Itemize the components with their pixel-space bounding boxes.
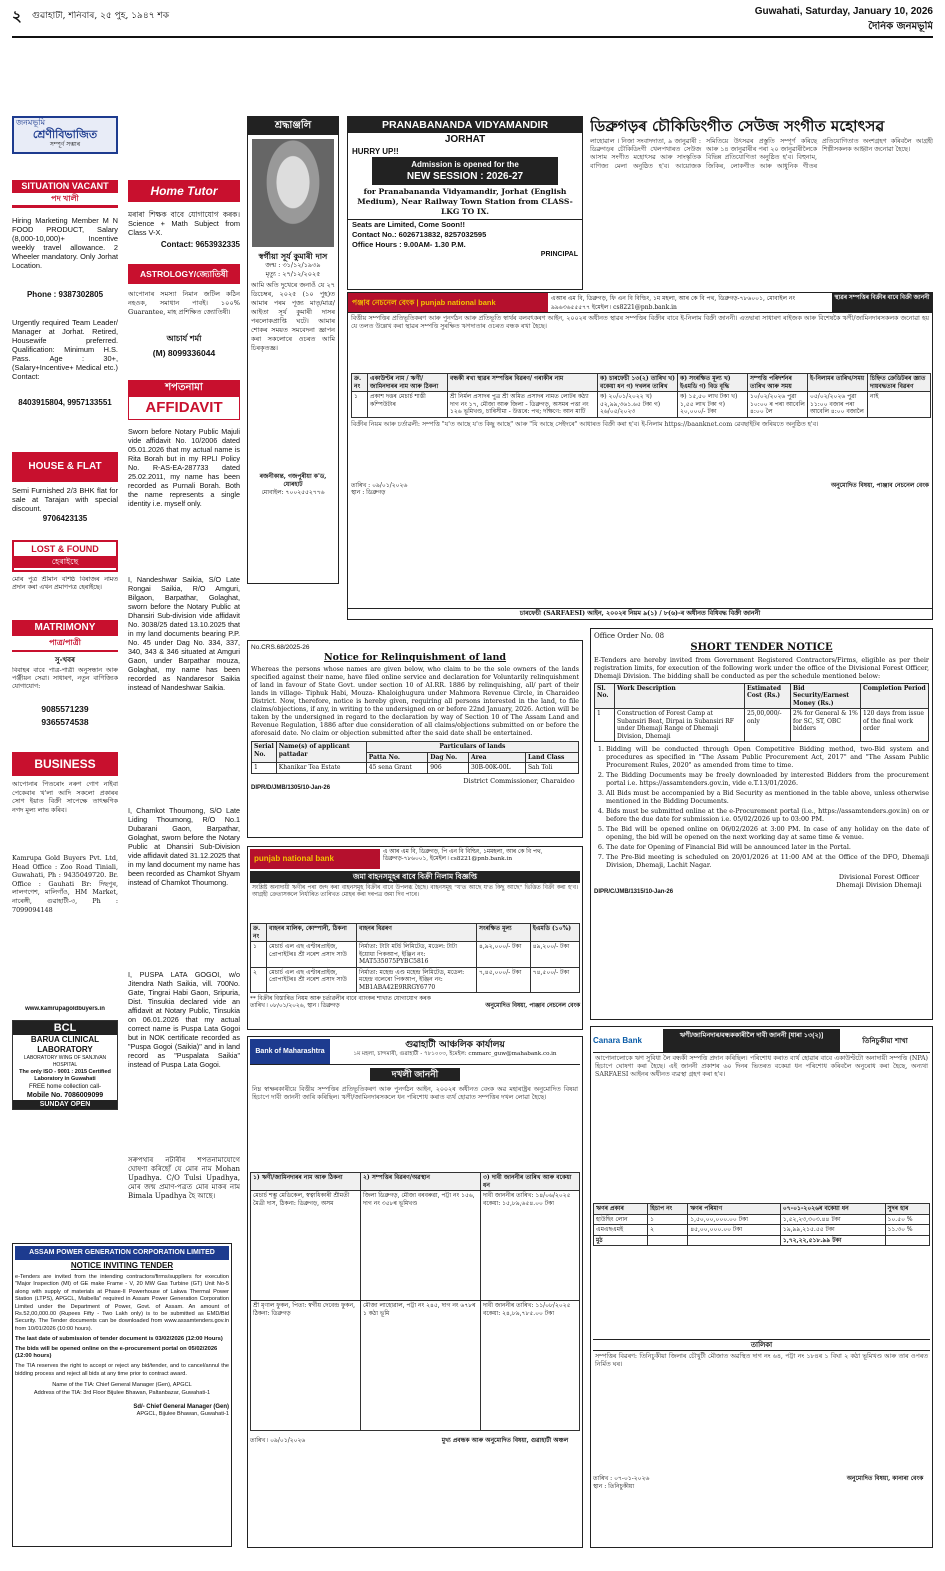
relinquish-td: 906 bbox=[428, 763, 469, 774]
tender-point: 5. The Bid will be opened online on 06/02/2026 at 3:00 PM. In case of any holiday on the date of opening, the bid will be opened on the next working day at same time & venue. bbox=[606, 825, 929, 841]
canara-td: মুঠ bbox=[594, 1235, 648, 1246]
table-row bbox=[251, 942, 580, 968]
pnb2-th: বাহনৰ বিৱৰণ bbox=[357, 924, 477, 942]
table-row bbox=[595, 709, 929, 742]
table-row bbox=[352, 392, 931, 418]
boma-possession-notice bbox=[247, 1036, 583, 1548]
pnb-property-table bbox=[351, 373, 931, 418]
festival-text: লাহোৱাল । নিজা সংবাদদাতা, ৯ জানুৱাৰী : ডিব্ৰুগড়ৰ চৌকিডিংগী খেলপথাৰত সেউজ আসাম সংগীত মহোৎসৱ আৰু সাংস্কৃতিক বাণিজ্য মেলা অনুষ্ঠিত হ'ব। আয়োজক সমিতিয়ে উৎসৱৰ প্ৰস্তুতি সম্পূৰ্ণ কৰিছে আৰু ১৪ জানুৱাৰীৰ পৰা ২০ জানুৱাৰীলৈকে বিভিন্ন প্ৰতিযোগিতা অনুষ্ঠিত হ'ব। বিহুনাম, জিকিৰ, লোকগীত আৰু আধুনিক গীতৰ প্ৰতিযোগিতাত অংশগ্ৰহণ কৰিবলৈ আগ্ৰহী শিল্পীসকলক আহ্বান জনোৱা হৈছে। bbox=[590, 138, 933, 170]
obituary-name: স্বৰ্গীয়া সূৰ্য কুমাৰী দাস bbox=[258, 251, 328, 261]
relinquishment-code: DIPR/D/JMB/1305/10-Jan-26 bbox=[251, 784, 331, 791]
obituary-phone: মোবাইল: ৭০০২৫৫২৭৭৬ bbox=[261, 489, 325, 496]
matrimony-heading: MATRIMONY পাত্ৰ/পাত্ৰী bbox=[12, 620, 118, 652]
pnb-th: ই-নিলামৰ তাৰিখ/সময় bbox=[808, 374, 868, 392]
pnb-footer: চাৰফেচী (SARFAESI) আইন, ২০০২ৰ নিয়ম ৯(১) / ৮(৬)-ৰ অধীনত বিধিবদ্ধ বিক্ৰী জাননী bbox=[348, 608, 932, 619]
pnb-th: ক্ৰ. নং bbox=[352, 374, 368, 392]
tender-td: 25,00,000/- only bbox=[745, 709, 791, 742]
pranabananda-details: for Pranabananda Vidyamandir, Jorhat (English Medium), Near Railway Town Station from CLASS-LKG TO IX. bbox=[357, 187, 573, 216]
pnb-rules: বিক্ৰীৰ নিয়ম আৰু চৰ্তাৱলী: সম্পত্তি "য'ত আছে য'ত কিছু আছে" আৰু "যি আছে সেইদৰে" আধাৰত বিক্ৰী কৰা হ'ব। ই-নিলাম https://baanknet.com ৱেবছাইটৰ জৰিয়তে অনুষ্ঠিত হ'ব। bbox=[351, 420, 819, 428]
canara-td: ১,৫০,০০,০০০.০০ টকা bbox=[688, 1214, 781, 1225]
pnb-th: ক) চাৰফেচী ১৩(২) তাৰিখ খ) বকেয়া ধন গ) দখলৰ তাৰিখ bbox=[598, 374, 678, 392]
boma-td: শ্ৰী মৃণাল ফুকন, পিতা: স্বৰ্গীয় দেবেন্দ্ৰ ফুকন, ঠিকনা: ডিব্ৰুগড় bbox=[251, 1301, 361, 1431]
job-ad-1: Hiring Marketing Member M N FOOD PRODUCT, Salary (8,000-10,000)+ Incentive weekly travel allowance. 2 Wheeler mandatory. Only Jorhat Location. bbox=[12, 216, 118, 270]
header-rule bbox=[12, 36, 933, 38]
header-left-date: গুৱাহাটী, শনিবাৰ, ২৫ পুহ, ১৯৪৭ শক bbox=[32, 11, 170, 21]
canara-th: সুদৰ হাৰ bbox=[885, 1204, 929, 1215]
obituary-text: আমি অতি দুখেৰে জনাওঁ যে ২৭ ডিচেম্বৰ, ২০২৫ (১০ পুহ)ত আমাৰ পৰম পূজ্য মাতৃ/মাত্ৰ/আইতা সূৰ্য কুমাৰী দাসৰ পৰলোকপ্ৰাপ্তি ঘটে। আমাৰ শোকৰ সময়ত সমবেদনা জ্ঞাপন কৰা সকলোৰে ওচৰত আমি চিৰকৃতজ্ঞ। bbox=[251, 281, 335, 352]
boma-address: ১ম মহলা, চান্দমাৰী, গুৱাহাটী - ৭৮১০০৩, ইমেইল: cmmarc_guw@mahabank.co.in bbox=[353, 1051, 557, 1057]
affidavit-heading: শপতনামা AFFIDAVIT bbox=[128, 380, 240, 420]
affidavit-notice-4: I, PUSPA LATA GOGOI, w/o Jitendra Nath Saikia, vill. 700No. Gate, Tingrai Habi Gaon, Sripuria, Dist. Tinsukia declared vide an affidavit at Notary Public, Tinsukia on 06.01.2026 that my actual correct name is Puspa Lata Gogoi but in NOK certificate recorded as "Puspa Gogoi (Saikia)" and in land record as "Puspalata Saikia" instead of Puspa Lata Gogoi. bbox=[128, 970, 240, 1069]
canara-td: ১০.৫০ % bbox=[885, 1214, 929, 1225]
pnb-th: ক) সংৰক্ষিত মূল্য খ) ইএমডি গ) বিড বৃদ্ধি bbox=[678, 374, 748, 392]
pranabananda-place: JORHAT bbox=[444, 134, 486, 145]
classifieds-title: শ্ৰেণীবিভাজিত bbox=[32, 128, 98, 141]
pnb2-td: ৭৪,৫০০/- টকা bbox=[530, 967, 579, 993]
matrimony-phone-1: 9085571239 bbox=[41, 704, 89, 714]
tender-th: Sl. No. bbox=[595, 683, 615, 709]
apgcl-point-2: The bids will be opened online on the e-procurement portal on 05/02/2026 (12:00 hours) bbox=[15, 1345, 218, 1360]
house-ad-phone: 9706423135 bbox=[42, 514, 88, 523]
relinquish-th: Particulars of lands bbox=[366, 742, 578, 753]
canara-body-continued bbox=[593, 1249, 930, 1339]
pnb-vehicle-notice bbox=[247, 846, 583, 1030]
astrology-name: আচাৰ্য শৰ্মা bbox=[166, 333, 202, 343]
affidavit-notice-1: Sworn before Notary Public Majuli vide affidavit No. 10/2006 dated 05.01.2026 that my actual name is Rita Borah but in my RPLI Policy No. R-AS-EA-287733 dated 25.02.2011, my name has been recorded as Purnali Borah. Both the name represents a single identity i.e. myself only. bbox=[128, 427, 240, 508]
canara-loan-table bbox=[593, 1203, 930, 1246]
pnb-address: এআৰ এম বি, ডিব্ৰুগড়, ফি এন বি বিল্ডিং, ১ম মহলা, আৰ কে বি পথ, ডিব্ৰুগড়-৭৮৬০০১, মোবাইল নং ৯৯৬৩৬৫৫৫৭৭ ইমেইল ৷ cs8221@pnb.bank.in bbox=[551, 295, 796, 311]
pnb-td: শ্ৰী নিৰ্মল প্ৰসাদৰ পুত্ৰ শ্ৰী অমিত প্ৰসাদৰ নামত লোটৰ কঠ্যা দাগ নং ১৭, মৌজা আৰু জিলা - ডিব্ৰুগড়, অসমৰ পত্তা নং ১২৬ ভূমিখণ্ড, চাৰিসীমা - উত্তৰে: পথ; দক্ষিণে: আন মাটি bbox=[448, 392, 598, 418]
boma-title: দখলী জাননী bbox=[370, 1068, 460, 1081]
festival-article bbox=[590, 116, 933, 290]
canara-signatory: অনুমোদিত বিষয়া, কানাৰা বেংক bbox=[846, 1475, 924, 1482]
obituary-signed: ৰজনীকান্ত, গজপুৰীয়া ক'ড, যোৰহাট bbox=[259, 473, 327, 488]
boma-table bbox=[250, 1172, 580, 1431]
tender-point: 3. All Bids must be accompanied by a Bid Security as mentioned in the table above, unless otherwise mentioned in the Bidding Documents. bbox=[606, 789, 929, 805]
pranabananda-hurry: HURRY UP!! bbox=[352, 147, 399, 156]
canara-date: তাৰিখ : ০৭-০১-২০২৬ bbox=[593, 1475, 650, 1482]
pnb-th: চিহ্নিত ক্ৰেডিটৰৰ জ্ঞাত দায়বদ্ধতাৰ বিৱৰণ bbox=[868, 374, 931, 392]
home-tutor-heading: Home Tutor bbox=[128, 180, 240, 202]
obituary-birth: জন্ম : ৩১/১২/১৯৩৯ bbox=[265, 261, 321, 269]
canara-td: ১৯,৯৯,২১৫.৫৫ টকা bbox=[780, 1225, 885, 1236]
lost-found-heading: LOST & FOUND হেৰাইছে bbox=[12, 540, 118, 572]
pnb2-title: জমা বাহনসমূহৰ বাবে বিক্ৰী নিলাম বিজ্ঞপ্তি bbox=[250, 871, 580, 883]
job-ad-1-phone: Phone : 9387302805 bbox=[26, 290, 104, 299]
pnb2-th: ক্ৰ. নং bbox=[251, 924, 267, 942]
apgcl-tia-address: Address of the TIA: 3rd Floor Bijulee Bhawan, Paltanbazar, Guwahati-1 bbox=[33, 1389, 211, 1396]
tender-td: Construction of Forest Camp at Subansiri Beat, Dirpai in Subansiri RF under Dhemaji Range of Dhemaji Division, Dhemaji bbox=[615, 709, 745, 742]
bcl-logo: BCL bbox=[13, 1021, 117, 1035]
tender-td: 1 bbox=[595, 709, 615, 742]
pnb-td: ১০/০২/২০২৬ পুৱা ১০:০০ ৰ পৰা আবেলি ৪:০০ লৈ bbox=[748, 392, 808, 418]
canara-title: ঋণী/জামিনদাৰ/বন্ধককাৰীলৈ দাবী জাননী [ধাৰা ১৩(২)] bbox=[663, 1029, 840, 1052]
pnb-td: প্ৰকাশ দত্তৰ মেচাৰ্চ শাস্তী কম্পিউটাৰ bbox=[368, 392, 448, 418]
pranabananda-name: PRANABANANDA VIDYAMANDIR bbox=[348, 117, 582, 133]
apgcl-subtitle: NOTICE INVITING TENDER bbox=[70, 1261, 174, 1270]
obituary-photo bbox=[252, 139, 334, 247]
relinquishment-ref: No.CRS.68/2025-26 bbox=[251, 644, 310, 651]
boma-td: মেচাৰ্চ শম্ভু মেডিকেল, স্বত্বাধিকাৰী শ্ৰীমতী মৈত্ৰী দাস, ঠিকনা: ডিব্ৰুগড়, অসম bbox=[251, 1191, 361, 1301]
astrology-phone: (M) 8099336044 bbox=[152, 348, 216, 358]
pnb2-signatory: অনুমোদিত বিষয়া, পাঞ্জাব নেচনেল বেংক bbox=[485, 1003, 580, 1009]
business-text: আপোনাৰ পিতৰোং নৰুণ গোণ নাইবা পেকেবাৰ খ'লা আদি সকলো প্ৰকাৰৰ সোণ ইয়াত বিক্ৰী সাপেক্ষে তাৎক্ষণিক নগদ মূল্য লাভ কৰিব। bbox=[12, 780, 118, 814]
pnb2-th: সংৰক্ষিত মূল্য bbox=[477, 924, 531, 942]
canara-td bbox=[688, 1235, 781, 1246]
pnb2-td: মেচাৰ্চ এল এছ এণ্টাৰপ্ৰাইজ, প্ৰোপাইটৰঃ শ্ৰী নৰেশ প্ৰসাদ সাউ bbox=[267, 967, 357, 993]
paper-name: দৈনিক জনমভূমি bbox=[868, 21, 933, 32]
relinquish-th: Name(s) of applicant pattadar bbox=[276, 742, 366, 763]
pnb-td: ০৫/০২/২০২৬ পুৱা ১১:০০ বজাৰ পৰা আবেলি ৪:০০ বজালৈ bbox=[808, 392, 868, 418]
relinquish-th: Dag No. bbox=[428, 752, 469, 763]
canara-td: ২ bbox=[648, 1225, 688, 1236]
canara-td bbox=[885, 1235, 929, 1246]
canara-td: হাউছিং লোন bbox=[594, 1214, 648, 1225]
canara-td: এমএছএমই bbox=[594, 1225, 648, 1236]
matrimony-phone-2: 9365574538 bbox=[41, 717, 89, 727]
classifieds-brand: জনমভূমি bbox=[16, 118, 46, 127]
tender-title: SHORT TENDER NOTICE bbox=[690, 641, 833, 653]
pnb2-td: মেচাৰ্চ এল এছ এণ্টাৰপ্ৰাইজ, প্ৰোপাইটৰঃ শ্ৰী নৰেশ প্ৰসাদ সাউ bbox=[267, 942, 357, 968]
pnb2-td: নিৰ্মাতা: টাটা মটৰ্চ লিমিটেড, মডেল: টাটা ইয়োধা পিকআপ, ইঞ্জিন নং: MAT535075PYBC5816 bbox=[357, 942, 477, 968]
relinquish-td: 45 sena Grant bbox=[366, 763, 427, 774]
apgcl-signature: Sd/- Chief General Manager (Gen) bbox=[133, 1404, 229, 1411]
boma-date: তাৰিখ ৷ ০৯/০১/২০২৬ bbox=[250, 1437, 306, 1444]
tender-point: 6. The date for Opening of Financial Bid will be announced later in the Portal. bbox=[606, 843, 929, 851]
bcl-ad: BCL BARUA CLINICAL LABORATORY LABORATORY WING OF SANJIVAN HOSPITAL The only ISO - 9001 : 2015 Certified Laboratory in Guwahati FREE home collection call- Mobile No. 7086009099 SUNDAY OPEN bbox=[12, 1020, 118, 1110]
canara-demand-notice bbox=[590, 1026, 933, 1548]
job-ad-2-phone: 8403915804, 9957133551 bbox=[18, 398, 112, 407]
pranabananda-contact: Contact No.: 6026713832, 8257032595 bbox=[352, 230, 487, 239]
tender-th: Completion Period bbox=[861, 683, 929, 709]
pnb2-td: ২ bbox=[251, 967, 267, 993]
pnb2-address: এ আৰ এম বি, ডিব্ৰুগড়, পি এন বি বিল্ডিং, ১মমহলা, আৰ কে বি পথ, ডিব্ৰুগড়-৭৮৬০০১, ইমেইল ৷ cs8221@pnb.bank.in bbox=[383, 849, 543, 862]
canara-td bbox=[648, 1235, 688, 1246]
obituary-filler bbox=[248, 355, 338, 473]
tender-th: Estimated Cost (Rs.) bbox=[745, 683, 791, 709]
pranabananda-ad bbox=[347, 116, 583, 290]
classifieds-banner bbox=[12, 116, 118, 154]
relinquish-th: Serial No. bbox=[252, 742, 277, 763]
matrimony-text: বিবাহৰ বাবে পাত্ৰ-পাত্ৰী অনুসন্ধান আৰু পঞ্জীয়ন সেৱা। সাধাৰণ, নতুন বাণিজ্যিক যোগাযোগ: bbox=[12, 667, 118, 690]
tender-td: 2% for General & 1% for SC, ST, OBC bidders bbox=[791, 709, 861, 742]
pnb-td: নাই bbox=[868, 392, 931, 418]
tender-point: 1. Bidding will be conducted through Open Competitive Bidding method, two-Bid system and procedures as specified in "The Assam Public Procurement Act, 2017" and "The Assam Public Procurement Rules, 2020" as amended from time to time. bbox=[606, 745, 929, 769]
pnb2-vehicle-table bbox=[250, 923, 580, 993]
tender-table bbox=[594, 683, 929, 743]
tender-office-order: Office Order No. 08 bbox=[594, 632, 665, 640]
tender-td: 120 days from issue of the final work order bbox=[861, 709, 929, 742]
relinquish-th: Area bbox=[468, 752, 525, 763]
situation-vacant-heading: SITUATION VACANT পদ খালী bbox=[12, 180, 118, 208]
pnb2-td: ৭,৪৫,০০০/- টকা bbox=[477, 967, 531, 993]
table-row bbox=[594, 1235, 930, 1246]
pnb2-td: নিৰ্মাতা: মহেন্দ্ৰ এণ্ড মহেন্দ্ৰ লিমিটেড, মডেল: মহেন্দ্ৰ বলেৰো পিকআপ, ইঞ্জিন নং: MB1ABA42E9RRGY6770 bbox=[357, 967, 477, 993]
pnb-th: বন্ধকী ৰখা স্থাৱৰ সম্পত্তিৰ বিৱৰণ/ গৰাকীৰ নাম bbox=[448, 374, 598, 392]
tender-points bbox=[594, 745, 929, 869]
boma-td: মৌজা লাহোৱাল, পট্টা নং ২৪৫, দাগ নং ৬৭৮ৰ ১ কঠা ভূমি bbox=[361, 1301, 481, 1431]
astrology-heading: ASTROLOGY/জ্যোতিষী bbox=[128, 264, 240, 284]
canara-td: ১১.৩০ % bbox=[885, 1225, 929, 1236]
astrology-text: আপোনাৰ সমস্যা নিমান জটিল কঠিন নহওক, সমাধান পাবই। ১০০% Guarantee, মাহ প্ৰশিক্ষিত জ্যোতিষী। bbox=[128, 290, 240, 316]
canara-th: ঋণৰ প্ৰকাৰ bbox=[594, 1204, 648, 1215]
table-row bbox=[251, 1191, 580, 1301]
pnb-body: বিত্তীয় সম্পত্তিৰ প্ৰতিভূতিকৰণ আৰু পুনৰ্গঠন আৰু প্ৰতিভূতি স্বাৰ্থৰ বলবৎকৰণ আইন, ২০০২ৰ অধীনত স্থাৱৰ সম্পত্তিৰ বিক্ৰীৰ বাবে ই-নিলাম বিক্ৰী জাননী। এতদ্বাৰা সাধাৰণ ৰাইজক আৰু বিশেষকৈ ঋণী/জামিনদাৰসকলক জনোৱা হয় যে তলত উল্লেখ কৰা স্থাৱৰ সম্পত্তি সুৰক্ষিত ঋণদাতাৰ ওচৰত বন্ধক ৰখা হৈছে। bbox=[351, 315, 929, 331]
tender-point: 4. Bids must be submitted online at the e-Procurement portal (i.e., https://assamtenders.gov.in) on or before the due date for submission i.e. 05/02/2026 up to 03:00 PM. bbox=[606, 807, 929, 823]
boma-td: দাবী জাননীৰ তাৰিখ: ১৪/০৬/২০২৫ বকেয়া: ১৫,৮৯,৬৫৪.০০ টকা bbox=[481, 1191, 580, 1301]
table-row bbox=[251, 967, 580, 993]
pnb-right-label: স্থাৱৰ সম্পত্তিৰ বিক্ৰীৰ বাবে বিক্ৰী জাননী bbox=[832, 293, 932, 312]
apgcl-tia-name: Name of the TIA: Chief General Manager (Gen), APGCL bbox=[52, 1382, 192, 1389]
pnb-date: তাৰিখ : ০৯/০১/২০২৬ bbox=[351, 481, 408, 489]
table-row bbox=[594, 1214, 930, 1225]
canara-logo: Canara Bank bbox=[593, 1036, 642, 1045]
tender-intro: E-Tenders are hereby invited from Government Registered Contractors/Firms, eligible as per their registration limits, for execution of the following work under the office of the Divisional Forest Officer, Dhemaji Division. The bidding shall be conducted as per the schedule mentioned below: bbox=[594, 655, 929, 680]
boma-td: জিলা ডিব্ৰুগড়, মৌজা বৰবৰুৱা, পট্টা নং ১৫৬, দাগ নং ৩৫৮ৰ ভূমিখণ্ড bbox=[361, 1191, 481, 1301]
canara-body: আপোনালোকে ঋণ সুবিধা লৈ বন্ধকী সম্পত্তি প্ৰদান কৰিছিল। পৰিশোধ কৰাত ব্যৰ্থ হোৱাৰ বাবে একাউণ্টটো অনাদায়ী সম্পত্তি (NPA) হিচাপে ঘোষণা কৰা হৈছে। এই জাননী প্ৰকাশৰ ৬০ দিনৰ ভিতৰত বকেয়া ধন পৰিশোধ কৰিবলৈ অনুৰোধ কৰা হৈছে, অন্যথা SARFAESI আইনৰ অধীনত ব্যৱস্থা গ্ৰহণ কৰা হ'ব। bbox=[595, 1055, 928, 1079]
apgcl-note: The TIA reserves the right to accept or reject any bid/tender, and to cancel/annul the bidding process and reject all bids at any time prior to contract award. bbox=[15, 1363, 229, 1377]
tender-code: DIPR/C/JMB/1315/10-Jan-26 bbox=[594, 889, 674, 896]
tender-point: 7. The Pre-Bid meeting is scheduled on 20/01/2026 at 11:00 AM at the Office of the DFO, Dhemaji Division, Dhemaji, Lachit Nagar. bbox=[606, 853, 929, 869]
table-row bbox=[251, 1301, 580, 1431]
apgcl-body: e-Tenders are invited from the intending contractors/firms/suppliers for execution "Major Inspection (MI) of GE make Frame - V, 20 MW Gas Turbine (GT) Unit No-5 along with supply of materials at Phase-II Powerhouse of Lakwa Thermal Power Station (LTPS), APGCL, Maibella" required in Assam Power Generation Corporation Limited under the Department of Power, Govt. of Assam. An amount of Rs.52,00,000.00 (Rupees Fifty - Two Lakh only) is to be submitted as EMD/Bid Security. The Tender documents can be downloaded from www.assamtenders.gov.in from 10/01/2026 (10:00 hours). bbox=[15, 1274, 229, 1332]
canara-td: ১,৫২,২৩,৩০৩.৪৪ টকা bbox=[780, 1214, 885, 1225]
boma-signatory: মুখ্য প্ৰবন্ধক আৰু অনুমোদিত বিষয়া, গুৱাহাটী অঞ্চল bbox=[441, 1437, 569, 1444]
table-row bbox=[594, 1225, 930, 1236]
page-number: ২ bbox=[12, 8, 22, 25]
tender-th: Work Description bbox=[615, 683, 745, 709]
pnb-td: ক) ১৫,৫০ লাখ টকা খ) ১,৫৫ লাখ টকা গ) ২০,০০০/- টকা bbox=[678, 392, 748, 418]
relinquish-th: Patta No. bbox=[366, 752, 427, 763]
pnb2-logo: punjab national bank bbox=[250, 849, 380, 869]
boma-office: গুৱাহাটী আঞ্চলিক কাৰ্যালয় bbox=[405, 1040, 505, 1050]
pnb2-td: ৪,৯২,০০০/- টকা bbox=[477, 942, 531, 968]
pnb-logo: পঞ্জাব নেচনেল বেংক | punjab national bank bbox=[348, 293, 548, 312]
apgcl-title: ASSAM POWER GENERATION CORPORATION LIMITED bbox=[15, 1246, 229, 1260]
pranabananda-principal: PRINCIPAL bbox=[540, 251, 578, 258]
tender-th: Bid Security/Earnest Money (Rs.) bbox=[791, 683, 861, 709]
pnb-signatory: অনুমোদিত বিষয়া, পাঞ্জাব নেচনেল বেংক bbox=[830, 481, 929, 489]
business-website[interactable]: www.kamrupagoldbuyers.in bbox=[25, 1006, 105, 1012]
relinquishment-body: Whereas the persons whose names are given below, who claim to be the sole owners of the lands specified against their name, have filed online service and declaration for Voluntarily relinquishment of land in favour of State Govt. under section 10 of AI.RR. 1886 by relinquishing, all/ part of their lands in village- Tiphuk Habi, Mouza- Khaloighugura under Mahmora Revenue Circle, in Charaideo District. Now, therefore, notice is hereby given, requiring all persons interested in the land, to file claims/objections, if any, in writing to the undersigned on or before 22nd January, 2026. Action will be taken by the undersigned in regard to the declaration by way of Section 10 of The Assam Land and Revenue Regulation, 1886 after due consideration of all claims/objections submitted on or before the aforesaid date. No claim or objection submitted after the said date shall be entertained. bbox=[251, 666, 579, 738]
tender-point: 2. The Bidding Documents may be freely downloaded by interested Bidders from the procurement portal i.e. https://assamtenders.gov.in, vide e.T.13/01/2026. bbox=[606, 771, 929, 787]
obituary-death: মৃত্যু : ২৭/১২/২০২৫ bbox=[265, 270, 321, 278]
boma-td: দাবী জাননীৰ তাৰিখ: ১১/০৮/২০২৫ বকেয়া: ২৪,৮৯,৭৮৫.০০ টকা bbox=[481, 1301, 580, 1431]
pnb2-date: তাৰিখ ৷ ০৮/০১/২০২৬, স্থান ৷ ডিব্ৰুগড় bbox=[250, 1003, 340, 1009]
relinquishment-notice bbox=[247, 640, 583, 838]
apgcl-tender bbox=[12, 1243, 232, 1547]
canara-prop-text: সম্পত্তিৰ বিৱৰণ: তিনিচুকীয়া জিলাৰ চৌখুটী মৌজাত অৱস্থিত দাগ নং ৬৪, পট্টা নং ১৮৪ৰ ১ বিঘা ২ কঠা ভূমিখণ্ড আৰু তাৰ ওপৰত নিৰ্মিত ঘৰ। bbox=[595, 1353, 928, 1369]
matrimony-sub: সু-খবৰ bbox=[55, 656, 75, 664]
table-row bbox=[252, 763, 579, 774]
pranabananda-admission-box: Admission is opened for the NEW SESSION : 2026-27 bbox=[372, 157, 558, 185]
pnb-th: একাউণ্টৰ নাম / ঋণী/জামিনদাৰৰ নাম আৰু ঠিকনা bbox=[368, 374, 448, 392]
home-tutor-contact: Contact: 9653932335 bbox=[160, 240, 240, 249]
pnb-th: সম্পত্তি পৰিদৰ্শনৰ তাৰিখ আৰু সময় bbox=[748, 374, 808, 392]
affidavit-notice-5: সৰুপথাৰ নটাৰীৰ শপতনামাযোগে ঘোষণা কৰিছোঁ যে মোৰ নাম Mohan Upadhya. C/O Tulsi Upadhya, মোৰ জন্ম প্ৰমাণ-পত্ৰত মোৰ মাকৰ নাম Bimala Upadhya হৈ আছে। bbox=[128, 1156, 240, 1200]
pnb2-th: বাহনৰ মালিক, কোম্পানী, ঠিকনা bbox=[267, 924, 357, 942]
canara-th: হিচাপ নং bbox=[648, 1204, 688, 1215]
pnb-place: স্থান : ডিব্ৰুগড় bbox=[351, 489, 386, 496]
canara-place: স্থান : তিনিচুকীয়া bbox=[593, 1482, 635, 1490]
pnb-sale-notice bbox=[347, 292, 933, 620]
pnb-td: ক) ২০/০১/২০২২ খ) ৫২,৯৯,৩৬১.৬৫ টকা গ) ২৬/০৫/২০২৩ bbox=[598, 392, 678, 418]
pnb2-note: ** বিক্ৰীৰ বিস্তাৰিত নিয়ম আৰু চৰ্তাৱলীৰ বাবে ব্যাংকৰ শাখাত যোগাযোগ কৰক bbox=[250, 996, 431, 1002]
relinquish-td: 30B-00K-00L bbox=[468, 763, 525, 774]
apgcl-signature-address: APGCL, Bijulee Bhawan, Guwahati-1 bbox=[136, 1411, 229, 1418]
relinquish-td: Khanikar Tea Estate bbox=[276, 763, 366, 774]
pnb2-th: ইএমডি (১০%) bbox=[530, 924, 579, 942]
short-tender-notice bbox=[590, 628, 933, 1020]
job-ad-2: Urgently required Team Leader/ Manager at Jorhat. Retired, Housewife preferred. Qualification: Minimum H.S. Pass. Age : 30+, (Salary+Incentive+ Medical etc.) Contact: bbox=[12, 318, 118, 381]
relinquish-td: Sah Toli bbox=[525, 763, 578, 774]
relinquishment-table bbox=[251, 741, 579, 774]
canara-prop-title: তালিকা bbox=[593, 1339, 930, 1351]
canara-td: ৪৫,০০,০০০.০০ টকা bbox=[688, 1225, 781, 1236]
boma-th: ৩) দাবী জাননীৰ তাৰিখ আৰু বকেয়া ধন bbox=[481, 1173, 580, 1191]
tender-signatory: Divisional Forest Officer Dhemaji Division Dhemaji bbox=[836, 873, 922, 890]
obituary bbox=[247, 116, 339, 584]
boma-th: ১) ঋণী/জামিনদাৰৰ নাম আৰু ঠিকনা bbox=[251, 1173, 361, 1191]
business-heading: BUSINESS bbox=[12, 752, 118, 776]
canara-td: ১,৭২,২২,৫১৮.৯৯ টকা bbox=[780, 1235, 885, 1246]
canara-td: ১ bbox=[648, 1214, 688, 1225]
business-company: Kamrupa Gold Buyers Pvt. Ltd, Head Office : Zoo Road Tiniali, Guwahati, Ph : 9435049720. Br. Office : Gauhati Br: দিছপুৰ, লালগণেশ, মালিগাঁও, HM Market, নাৰেঙ্গী, গুৱাহাটী-৩, Ph : 7099094148 bbox=[12, 854, 118, 914]
pnb2-body: সংশ্লিষ্ট অনাদায়ী ঋণীৰ পৰা জব্দ কৰা বাহনসমূহ বিক্ৰীৰ বাবে উপলব্ধ হৈছে। বাহনসমূহ "য'ত আছে য'ত কিছু আছে" ভিত্তিত বিক্ৰী কৰা হ'ব। আগ্ৰহী ক্ৰেতাসকলে নিৰ্ধাৰিত তাৰিখত মোহৰ কৰা দৰপত্ৰ জমা দিব পাৰে। bbox=[252, 885, 578, 899]
canara-th: ঋণৰ পৰিমাণ bbox=[688, 1204, 781, 1215]
relinquishment-signatory: District Commissioner, Charaideo bbox=[463, 776, 575, 785]
relinquish-td: 1 bbox=[252, 763, 277, 774]
house-ad-text: Semi Furnished 2/3 BHK flat for sale at Tarajan with special discount. bbox=[12, 486, 118, 513]
boma-body: নিম্ন স্বাক্ষৰকাৰীয়ে বিত্তীয় সম্পত্তিৰ প্ৰতিভূতিকৰণ আৰু পুনৰ্গঠন আইন, ২০০২ৰ অধীনত বেংক অৱ মহাৰাষ্ট্ৰৰ অনুমোদিত বিষয়া হিচাপে দাবী জাননী জাৰি কৰিছিল। ঋণী/জামিনদাৰসকলে ধন পৰিশোধ কৰাত ব্যৰ্থ হোৱাত সম্পত্তিৰ দখল লোৱা হৈছে। bbox=[252, 1086, 578, 1102]
canara-branch: তিনিচুকীয়া শাখা bbox=[862, 1036, 908, 1045]
festival-title: ডিব্ৰুগড়ৰ চৌকিডিংগীত সেউজ সংগীত মহোৎসৱ bbox=[590, 117, 885, 135]
relinquishment-title: Notice for Relinquishment of land bbox=[323, 652, 507, 664]
affidavit-notice-3: I, Chamkot Thoumong, S/O Late Liding Thoumong, R/O No.1 Dubarani Gaon, Barpathar, Golaghat, sworn before the Notary Public at Dhansiri Sub-Division vide affidavit dated 31.12.2025 that in my land document my name has been recorded as Chamkot Shyam instead of Chamkot Thoumong. bbox=[128, 806, 240, 887]
boma-logo: Bank of Maharashtra bbox=[250, 1039, 330, 1064]
pnb2-td: ১ bbox=[251, 942, 267, 968]
header-right-date: Guwahati, Saturday, January 10, 2026 bbox=[754, 6, 933, 17]
relinquish-th: Land Class bbox=[525, 752, 578, 763]
house-flat-heading: HOUSE & FLAT bbox=[12, 452, 118, 482]
pnb-td: ১ bbox=[352, 392, 368, 418]
pnb2-td: ৪৯,২০০/- টকা bbox=[530, 942, 579, 968]
canara-th: ০৭-০১-২০২৬ৰ বকেয়া ধন bbox=[780, 1204, 885, 1215]
affidavit-notice-2: I, Nandeshwar Saikia, S/O Late Rongai Saikia, R/O Amguri, Bilgaon, Barpathar, Golaghat, sworn before the Notary Public at Dhansiri Sub-division vide affidavit No. 3038/25 dated 13.10.2025 that in my land documents bearing P.P. No. 45 under Dag No. 334, 337, 340, 343 & 346 situated at Amguri Gaon, under Barpathar mouza, Golaghat, my name has been recorded as Nandaresor Saikia instead of Nandeshwar Saikia. bbox=[128, 575, 240, 692]
pranabananda-hours: Office Hours : 9.00AM- 1.30 P.M. bbox=[352, 240, 466, 249]
boma-th: ২) সম্পত্তিৰ বিৱৰণ/অৱস্থান bbox=[361, 1173, 481, 1191]
lost-ad-text: মোৰ পুত্ৰ শ্ৰীমান বশিষ্ঠ বিৰাজৰ নামত প্ৰদান কৰা এখন প্ৰমাণপত্ৰ হেৰাইছে। bbox=[12, 576, 118, 591]
classifieds-subtitle: সম্পূৰ্ণ সম্ভাৰ bbox=[49, 141, 81, 148]
obituary-title: শ্ৰদ্ধাঞ্জলি bbox=[248, 117, 338, 135]
apgcl-point-1: The last date of submission of tender document is 03/02/2026 (12:00 Hours) bbox=[15, 1336, 223, 1343]
pranabananda-seats: Seats are Limited, Come Soon!! bbox=[348, 219, 582, 230]
home-tutor-text: মৰাৰা শিক্ষক বাবে যোগাযোগ কৰক। Science + Math Subject from Class V-X. bbox=[128, 210, 240, 237]
